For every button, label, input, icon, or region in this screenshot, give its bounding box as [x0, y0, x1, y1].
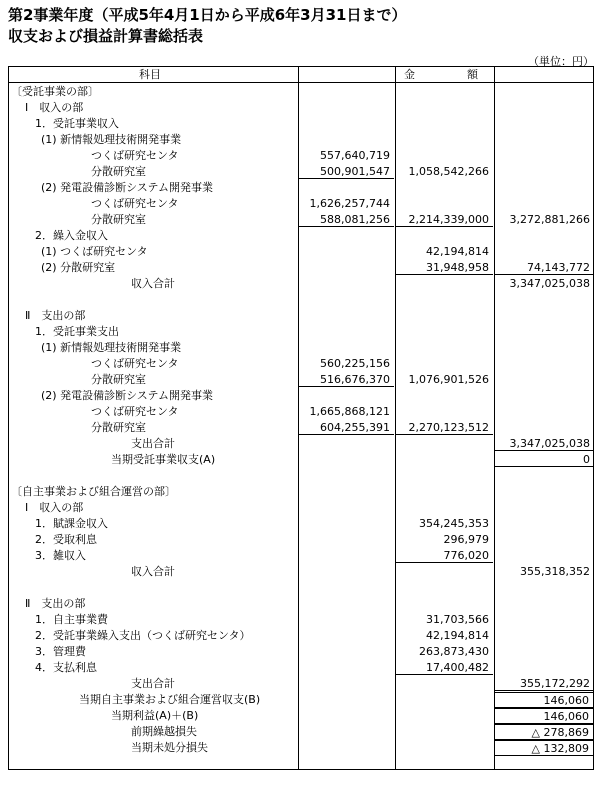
table-row	[9, 596, 593, 612]
amount-cell: 355,318,352	[520, 565, 590, 578]
table-row	[9, 324, 593, 340]
table-row	[9, 532, 593, 548]
amount-cell: 146,060	[494, 708, 594, 724]
table-row	[9, 724, 593, 740]
amount-cell: △ 132,809	[494, 740, 594, 756]
row-label: (1) 新情報処理技術開発事業	[41, 341, 182, 354]
amount-cell: 3,272,881,266	[509, 213, 590, 226]
table-row	[9, 692, 593, 708]
row-label: 〔受託事業の部〕	[11, 85, 99, 98]
table-row	[9, 276, 593, 292]
amount-cell: 1,058,542,266	[408, 165, 489, 178]
amount-cell: 1,076,901,526	[408, 373, 489, 386]
table-row	[9, 132, 593, 148]
row-label: つくば研究センタ	[91, 405, 179, 418]
row-label: 分散研究室	[91, 421, 146, 434]
row-label: 分散研究室	[91, 373, 146, 386]
table-row	[9, 548, 593, 564]
table-row	[9, 564, 593, 580]
table-row	[9, 212, 593, 228]
row-label: Ⅰ 収入の部	[25, 501, 84, 514]
row-label: 〔自主事業および組合運営の部〕	[11, 485, 176, 498]
row-label: Ⅰ 収入の部	[25, 101, 84, 114]
amount-cell: 31,703,566	[426, 613, 489, 626]
table-row	[9, 116, 593, 132]
row-label: つくば研究センタ	[91, 357, 179, 370]
row-label: (1) 新情報処理技術開発事業	[41, 133, 182, 146]
table-row	[9, 228, 593, 244]
table-row	[9, 452, 593, 468]
table-row	[9, 308, 593, 324]
row-label: 当期未処分損失	[131, 741, 208, 754]
row-label: 1．賦課金収入	[35, 517, 108, 530]
row-label: 1．自主事業費	[35, 613, 108, 626]
row-label: 2．受取利息	[35, 533, 97, 546]
table-row	[9, 420, 593, 436]
amount-cell: 776,020	[395, 548, 493, 563]
table-row	[9, 500, 593, 516]
row-label: 2．受託事業繰入支出（つくば研究センタ）	[35, 629, 251, 642]
row-label: 2．繰入金収入	[35, 229, 108, 242]
table-row	[9, 100, 593, 116]
table-row	[9, 164, 593, 180]
table-row	[9, 612, 593, 628]
row-label: 当期自主事業および組合運営収支(B)	[79, 693, 261, 706]
document-subtitle: 収支および損益計算書総括表	[8, 27, 204, 45]
table-row	[9, 468, 593, 484]
row-label: 前期繰越損失	[131, 725, 197, 738]
document-title: 第2事業年度（平成5年4月1日から平成6年3月31日まで）	[8, 6, 407, 24]
amount-cell: 557,640,719	[320, 149, 390, 162]
table-row	[9, 196, 593, 212]
table-row	[9, 404, 593, 420]
row-label: Ⅱ 支出の部	[25, 309, 86, 322]
row-label: 3．雑収入	[35, 549, 86, 562]
amount-cell: 74,143,772	[494, 260, 594, 275]
row-label: 収入合計	[131, 565, 175, 578]
row-label: 1．受託事業収入	[35, 117, 119, 130]
table-row	[9, 148, 593, 164]
amount-cell: 0	[494, 452, 594, 467]
row-label: 支出合計	[131, 677, 175, 690]
amount-cell: 588,081,256	[298, 212, 394, 227]
row-label: 1．受託事業支出	[35, 325, 119, 338]
row-label: (1) つくば研究センタ	[41, 245, 148, 258]
amount-cell: 42,194,814	[426, 629, 489, 642]
amount-cell: 2,214,339,000	[395, 212, 493, 227]
amount-cell: 3,347,025,038	[509, 277, 590, 290]
amount-cell: 516,676,370	[298, 372, 394, 387]
row-label: つくば研究センタ	[91, 197, 179, 210]
row-label: (2) 分散研究室	[41, 261, 116, 274]
amount-cell: 500,901,547	[298, 164, 394, 179]
header-amount-2: 額	[467, 68, 478, 81]
table-row	[9, 244, 593, 260]
table-row	[9, 484, 593, 500]
amount-cell: 146,060	[494, 692, 594, 708]
table-row	[9, 628, 593, 644]
statement-table	[8, 66, 594, 770]
table-row	[9, 388, 593, 404]
amount-cell: 3,347,025,038	[494, 436, 594, 451]
table-row	[9, 740, 593, 756]
amount-cell: 2,270,123,512	[395, 420, 493, 435]
table-row	[9, 356, 593, 372]
row-label: 分散研究室	[91, 165, 146, 178]
table-row	[9, 180, 593, 196]
table-row	[9, 260, 593, 276]
row-label: 支出合計	[131, 437, 175, 450]
amount-cell: 17,400,482	[395, 660, 493, 675]
amount-cell: 354,245,353	[419, 517, 489, 530]
row-label: (2) 発電設備診断システム開発事業	[41, 181, 213, 194]
table-row	[9, 436, 593, 452]
table-row	[9, 340, 593, 356]
amount-cell: 296,979	[443, 533, 489, 546]
row-label: Ⅱ 支出の部	[25, 597, 86, 610]
row-label: 4．支払利息	[35, 661, 97, 674]
table-row	[9, 676, 593, 692]
header-amount-1: 金	[404, 68, 415, 81]
table-row	[9, 580, 593, 596]
row-label: 分散研究室	[91, 213, 146, 226]
table-row	[9, 644, 593, 660]
header-subject: 科目	[139, 68, 161, 81]
amount-cell: 355,172,292	[494, 676, 594, 691]
row-label: (2) 発電設備診断システム開発事業	[41, 389, 213, 402]
row-label: 当期利益(A)＋(B)	[111, 709, 199, 722]
row-label: 当期受託事業収支(A)	[111, 453, 216, 466]
row-label: 3．管理費	[35, 645, 86, 658]
table-row	[9, 292, 593, 308]
row-label: つくば研究センタ	[91, 149, 179, 162]
amount-cell: 1,665,868,121	[309, 405, 390, 418]
table-row	[9, 372, 593, 388]
row-label: 収入合計	[131, 277, 175, 290]
header-divider	[9, 82, 593, 83]
table-row	[9, 708, 593, 724]
amount-cell: 31,948,958	[395, 260, 493, 275]
amount-cell: 42,194,814	[426, 245, 489, 258]
amount-cell: 604,255,391	[298, 420, 394, 435]
table-row	[9, 84, 593, 100]
table-row	[9, 516, 593, 532]
unit-note: （単位：円）	[528, 55, 594, 68]
amount-cell: 560,225,156	[320, 357, 390, 370]
amount-cell: 1,626,257,744	[309, 197, 390, 210]
amount-cell: △ 278,869	[494, 724, 594, 740]
amount-cell: 263,873,430	[419, 645, 489, 658]
table-row	[9, 660, 593, 676]
